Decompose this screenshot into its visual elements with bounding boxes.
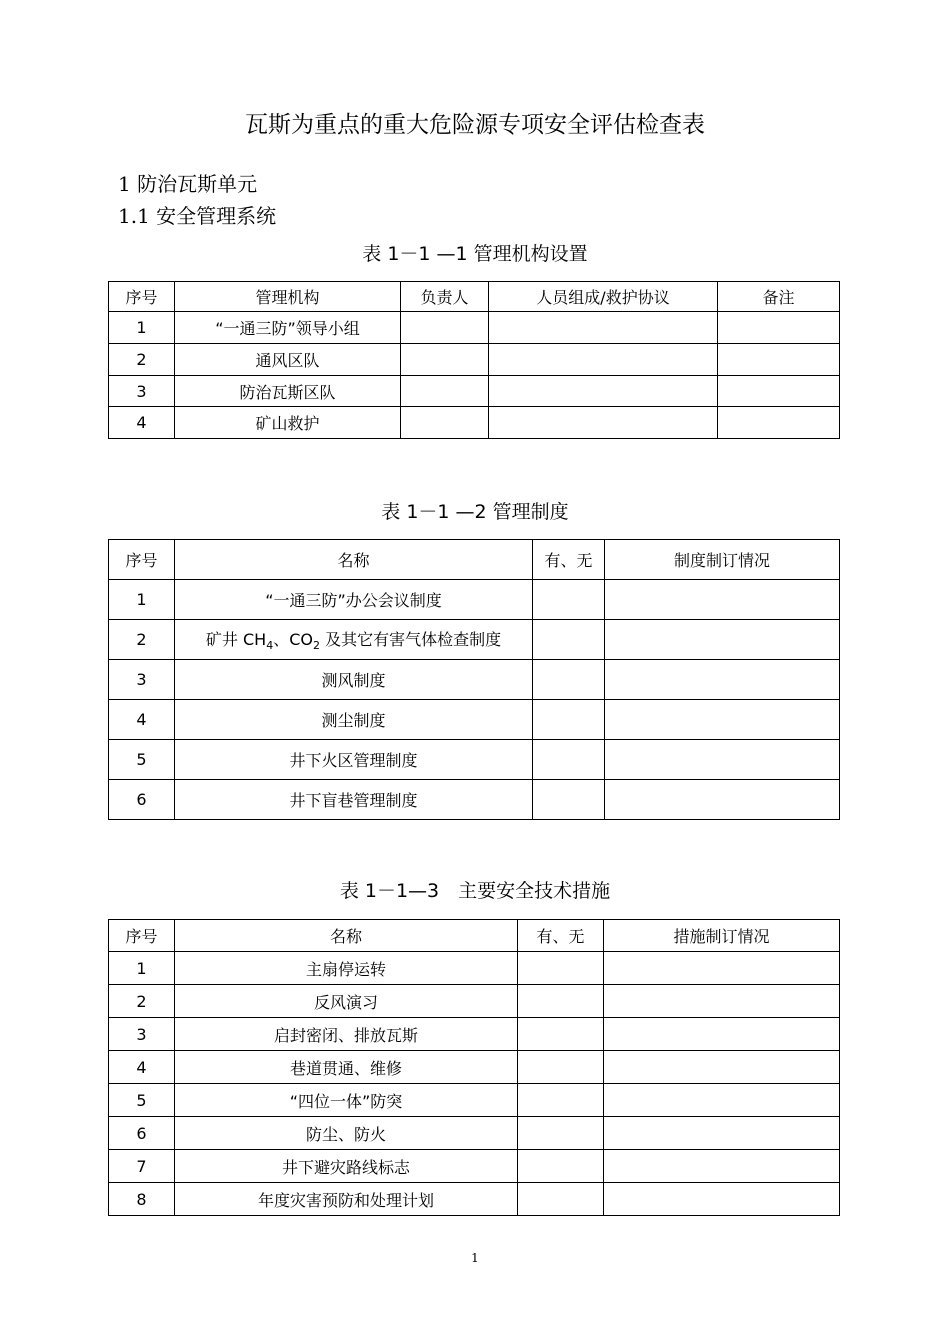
table-row [109,1084,840,1117]
row-number: 8 [109,1183,175,1216]
blank-cell [718,376,840,407]
blank-cell [718,312,840,344]
blank-cell [401,407,489,439]
table3-caption: 表 1－1—3 主要安全技术措施 [339,880,611,902]
table-header-row [109,540,840,580]
header-cell: 名称 [175,920,518,952]
blank-cell [533,580,605,620]
blank-cell [605,660,840,700]
row-number: 3 [109,1018,175,1051]
row-number: 1 [109,952,175,985]
blank-cell [401,312,489,344]
blank-cell [604,1051,840,1084]
rule-name: 测尘制度 [175,700,533,740]
table-row [109,700,840,740]
blank-cell [518,952,604,985]
row-number: 4 [109,1051,175,1084]
document-title: 瓦斯为重点的重大危险源专项安全评估检查表 [245,112,705,138]
blank-cell [604,1084,840,1117]
blank-cell [518,1150,604,1183]
rule-name-part: 矿井 CH [205,629,267,649]
blank-cell [604,952,840,985]
blank-cell [605,740,840,780]
subscript: 4 [266,639,274,653]
blank-cell [518,1183,604,1216]
subsection-heading: 1.1 安全管理系统 [118,204,277,228]
blank-cell [401,376,489,407]
table-row [109,985,840,1018]
table-row [109,620,840,660]
blank-cell [533,620,605,660]
table-row [109,344,840,376]
row-number: 1 [109,312,175,344]
management-rules-table [108,539,840,820]
row-number: 4 [109,700,175,740]
rule-name-part: 、CO [273,629,313,649]
table-row [109,1051,840,1084]
table-row [109,1018,840,1051]
header-cell: 措施制订情况 [604,920,840,952]
header-cell: 名称 [175,540,533,580]
row-number: 2 [109,344,175,376]
table-row [109,580,840,620]
header-cell: 序号 [109,920,175,952]
section-heading: 1 防治瓦斯单元 [118,172,258,196]
header-cell: 序号 [109,282,175,312]
rule-name: 井下火区管理制度 [175,740,533,780]
blank-cell [489,376,718,407]
table-row [109,312,840,344]
blank-cell [533,780,605,820]
table2-caption: 表 1－1 —2 管理制度 [381,501,569,523]
row-number: 5 [109,740,175,780]
blank-cell [604,985,840,1018]
blank-cell [489,312,718,344]
table-row [109,740,840,780]
row-number: 1 [109,580,175,620]
management-org-table [108,281,840,439]
table-row [109,376,840,407]
measure-name: “四位一体”防突 [175,1084,518,1117]
blank-cell [489,407,718,439]
table-row [109,1117,840,1150]
rule-name-gas-check [175,620,533,660]
table-row [109,1183,840,1216]
blank-cell [605,780,840,820]
org-name: 矿山救护 [175,407,401,439]
rule-name-part: 及其它有害气体检查制度 [319,629,502,649]
rule-name: “一通三防”办公会议制度 [175,580,533,620]
org-name: 防治瓦斯区队 [175,376,401,407]
row-number: 6 [109,1117,175,1150]
blank-cell [518,1084,604,1117]
measure-name: 井下避灾路线标志 [175,1150,518,1183]
rule-name: 井下盲巷管理制度 [175,780,533,820]
blank-cell [604,1117,840,1150]
table-header-row [109,920,840,952]
table1-caption: 表 1－1 —1 管理机构设置 [362,243,588,265]
header-cell: 有、无 [518,920,604,952]
safety-measures-table [108,919,840,1216]
blank-cell [605,700,840,740]
measure-name: 巷道贯通、维修 [175,1051,518,1084]
header-cell: 人员组成/救护协议 [489,282,718,312]
blank-cell [518,1117,604,1150]
table-row [109,952,840,985]
blank-cell [518,985,604,1018]
blank-cell [518,1051,604,1084]
blank-cell [604,1018,840,1051]
blank-cell [518,1018,604,1051]
header-cell: 管理机构 [175,282,401,312]
blank-cell [533,700,605,740]
blank-cell [604,1183,840,1216]
table-row [109,1150,840,1183]
blank-cell [718,407,840,439]
row-number: 6 [109,780,175,820]
subscript: 2 [312,639,320,653]
blank-cell [604,1150,840,1183]
measure-name: 防尘、防火 [175,1117,518,1150]
rule-name: 测风制度 [175,660,533,700]
blank-cell [605,580,840,620]
row-number: 2 [109,985,175,1018]
table-row [109,660,840,700]
blank-cell [401,344,489,376]
blank-cell [605,620,840,660]
row-number: 3 [109,376,175,407]
measure-name: 启封密闭、排放瓦斯 [175,1018,518,1051]
row-number: 5 [109,1084,175,1117]
row-number: 4 [109,407,175,439]
header-cell: 备注 [718,282,840,312]
table-row [109,780,840,820]
measure-name: 反风演习 [175,985,518,1018]
row-number: 2 [109,620,175,660]
row-number: 7 [109,1150,175,1183]
header-cell: 负责人 [401,282,489,312]
header-cell: 序号 [109,540,175,580]
page-number: 1 [471,1251,479,1265]
blank-cell [533,740,605,780]
table-header-row [109,282,840,312]
row-number: 3 [109,660,175,700]
org-name: “一通三防”领导小组 [175,312,401,344]
header-cell: 有、无 [533,540,605,580]
org-name: 通风区队 [175,344,401,376]
blank-cell [489,344,718,376]
table-row [109,407,840,439]
blank-cell [718,344,840,376]
header-cell: 制度制订情况 [605,540,840,580]
blank-cell [533,660,605,700]
measure-name: 年度灾害预防和处理计划 [175,1183,518,1216]
measure-name: 主扇停运转 [175,952,518,985]
